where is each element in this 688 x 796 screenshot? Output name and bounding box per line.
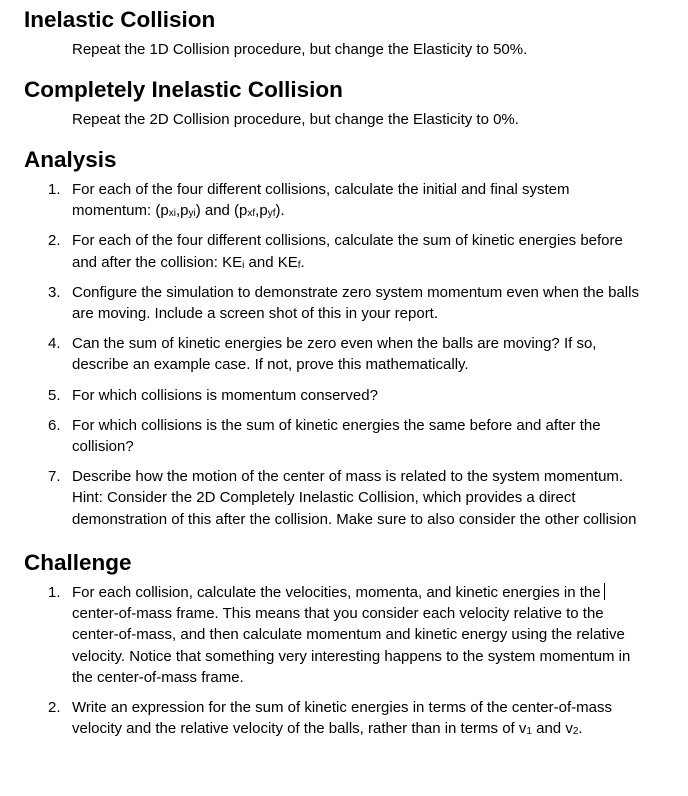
heading-inelastic-collision: Inelastic Collision [24, 7, 216, 32]
list-item: 4. Can the sum of kinetic energies be zero even when the balls are moving? If so, describe an example case. If not, prove this mathematically. [48, 335, 597, 374]
section-completely-inelastic [24, 76, 519, 130]
heading-analysis: Analysis [24, 147, 117, 172]
heading-challenge: Challenge [24, 550, 132, 575]
list-item: 6. For which collisions is the sum of kinetic energies the same before and after the collision? [48, 416, 601, 456]
completely-inelastic-instruction: Repeat the 2D Collision procedure, but change the Elasticity to 0%. [72, 111, 519, 128]
list-item: 3. Configure the simulation to demonstrate zero system momentum even when the balls are moving. Include a screen shot of this in your report. [48, 283, 639, 323]
list-item: 2. Write an expression for the sum of kinetic energies in terms of the center-of-mass velocity and the relative velocity of the balls, rather than in terms of $v_1$ and $v_2$. [48, 699, 612, 738]
list-item: 2. For each of the four different collisions, calculate the sum of kinetic energies before and after the collision: $KE_i$ and $KE_f$. [48, 232, 623, 271]
list-item: 1. For each of the four different collisions, calculate the initial and final system momentum: $(p_{xi},p_{yi})$ and $(p_{xf},p_{yf})$. [48, 181, 570, 220]
inelastic-instruction: Repeat the 1D Collision procedure, but change the Elasticity to 50%. [72, 41, 528, 58]
list-item: 1. For each collision, calculate the velocities, momenta, and kinetic energies in the center-of-mass frame. This means that you consider each velocity relative to the center-of-mass, and then calculate momentum and kinetic energy using the relative velocity. Notice that something very interesting happens to the system momentum in the center-of-mass frame. [48, 584, 631, 686]
analysis-list [24, 179, 639, 530]
list-item: 7. Describe how the motion of the center of mass is related to the system momentum. Hint: Consider the 2D Completely Inelastic Collision, which provides a direct demonstration of this after the collision. Make sure to also consider the other collision [48, 468, 637, 528]
section-challenge [24, 549, 630, 739]
heading-completely-inelastic-collision: Completely Inelastic Collision [24, 77, 343, 102]
list-item: 5. For which collisions is momentum conserved? [48, 386, 378, 404]
challenge-list [24, 582, 630, 739]
section-inelastic [24, 6, 527, 60]
text-cursor [604, 583, 605, 600]
section-analysis [24, 146, 639, 530]
